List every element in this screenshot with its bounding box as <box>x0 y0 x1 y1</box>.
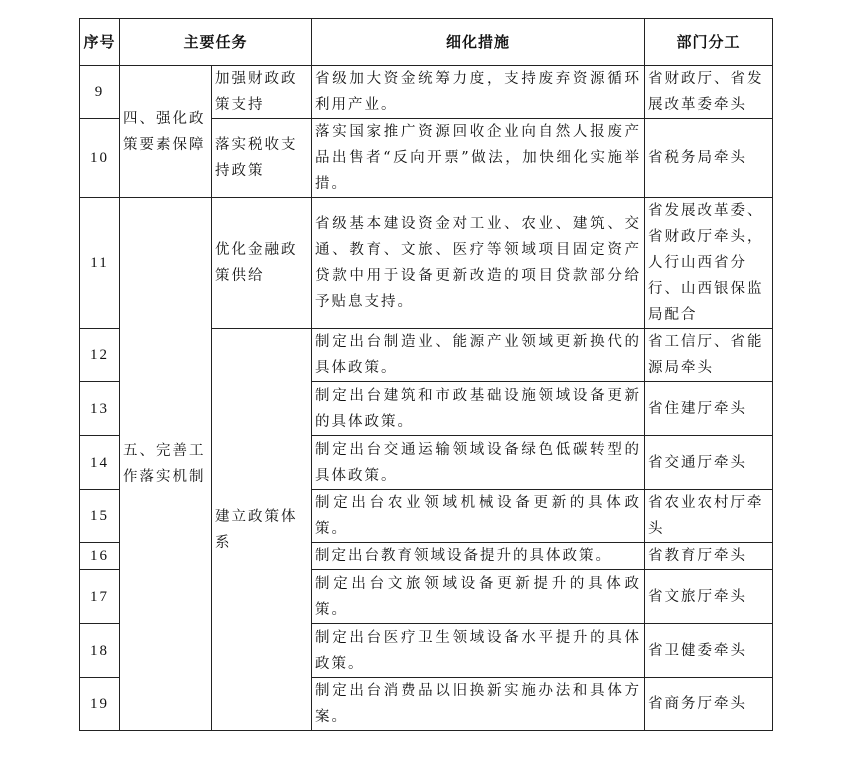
sub-task: 加强财政政策支持 <box>212 66 312 119</box>
row-number: 13 <box>80 382 120 436</box>
dept-text: 省税务局牵头 <box>645 119 773 198</box>
dept-text: 省教育厅牵头 <box>645 543 773 570</box>
row-number: 19 <box>80 678 120 731</box>
table-row <box>80 66 773 119</box>
header-measures: 细化措施 <box>312 19 645 66</box>
dept-text: 省商务厅牵头 <box>645 678 773 731</box>
measure-text: 制定出台农业领域机械设备更新的具体政策。 <box>312 490 645 543</box>
dept-text: 省住建厅牵头 <box>645 382 773 436</box>
header-dept: 部门分工 <box>645 19 773 66</box>
table-header-row <box>80 19 773 66</box>
sub-task: 建立政策体系 <box>212 329 312 731</box>
row-number: 10 <box>80 119 120 198</box>
row-number: 11 <box>80 198 120 329</box>
measure-text: 制定出台医疗卫生领域设备水平提升的具体政策。 <box>312 624 645 678</box>
policy-task-table <box>79 18 773 731</box>
dept-text: 省卫健委牵头 <box>645 624 773 678</box>
row-number: 18 <box>80 624 120 678</box>
dept-text: 省工信厅、省能源局牵头 <box>645 329 773 382</box>
dept-text: 省农业农村厅牵头 <box>645 490 773 543</box>
row-number: 16 <box>80 543 120 570</box>
sub-task: 优化金融政策供给 <box>212 198 312 329</box>
task-group: 四、强化政策要素保障 <box>120 66 212 198</box>
measure-text: 制定出台建筑和市政基础设施领域设备更新的具体政策。 <box>312 382 645 436</box>
measure-text: 制定出台文旅领域设备更新提升的具体政策。 <box>312 570 645 624</box>
sub-task: 落实税收支持政策 <box>212 119 312 198</box>
measure-text: 制定出台消费品以旧换新实施办法和具体方案。 <box>312 678 645 731</box>
measure-text: 制定出台交通运输领域设备绿色低碳转型的具体政策。 <box>312 436 645 490</box>
dept-text: 省发展改革委、省财政厅牵头，人行山西省分行、山西银保监局配合 <box>645 198 773 329</box>
header-task: 主要任务 <box>120 19 312 66</box>
table-row <box>80 198 773 329</box>
measure-text: 制定出台制造业、能源产业领域更新换代的具体政策。 <box>312 329 645 382</box>
header-no: 序号 <box>80 19 120 66</box>
dept-text: 省财政厅、省发展改革委牵头 <box>645 66 773 119</box>
measure-text: 制定出台教育领域设备提升的具体政策。 <box>312 543 645 570</box>
dept-text: 省交通厅牵头 <box>645 436 773 490</box>
measure-text: 省级基本建设资金对工业、农业、建筑、交通、教育、文旅、医疗等领域项目固定资产贷款中用于设备更新改造的项目贷款部分给予贴息支持。 <box>312 198 645 329</box>
row-number: 17 <box>80 570 120 624</box>
row-number: 14 <box>80 436 120 490</box>
measure-text: 落实国家推广资源回收企业向自然人报废产品出售者“反向开票”做法，加快细化实施举措。 <box>312 119 645 198</box>
measure-text: 省级加大资金统筹力度，支持废弃资源循环利用产业。 <box>312 66 645 119</box>
dept-text: 省文旅厅牵头 <box>645 570 773 624</box>
row-number: 9 <box>80 66 120 119</box>
row-number: 12 <box>80 329 120 382</box>
row-number: 15 <box>80 490 120 543</box>
task-group: 五、完善工作落实机制 <box>120 198 212 731</box>
